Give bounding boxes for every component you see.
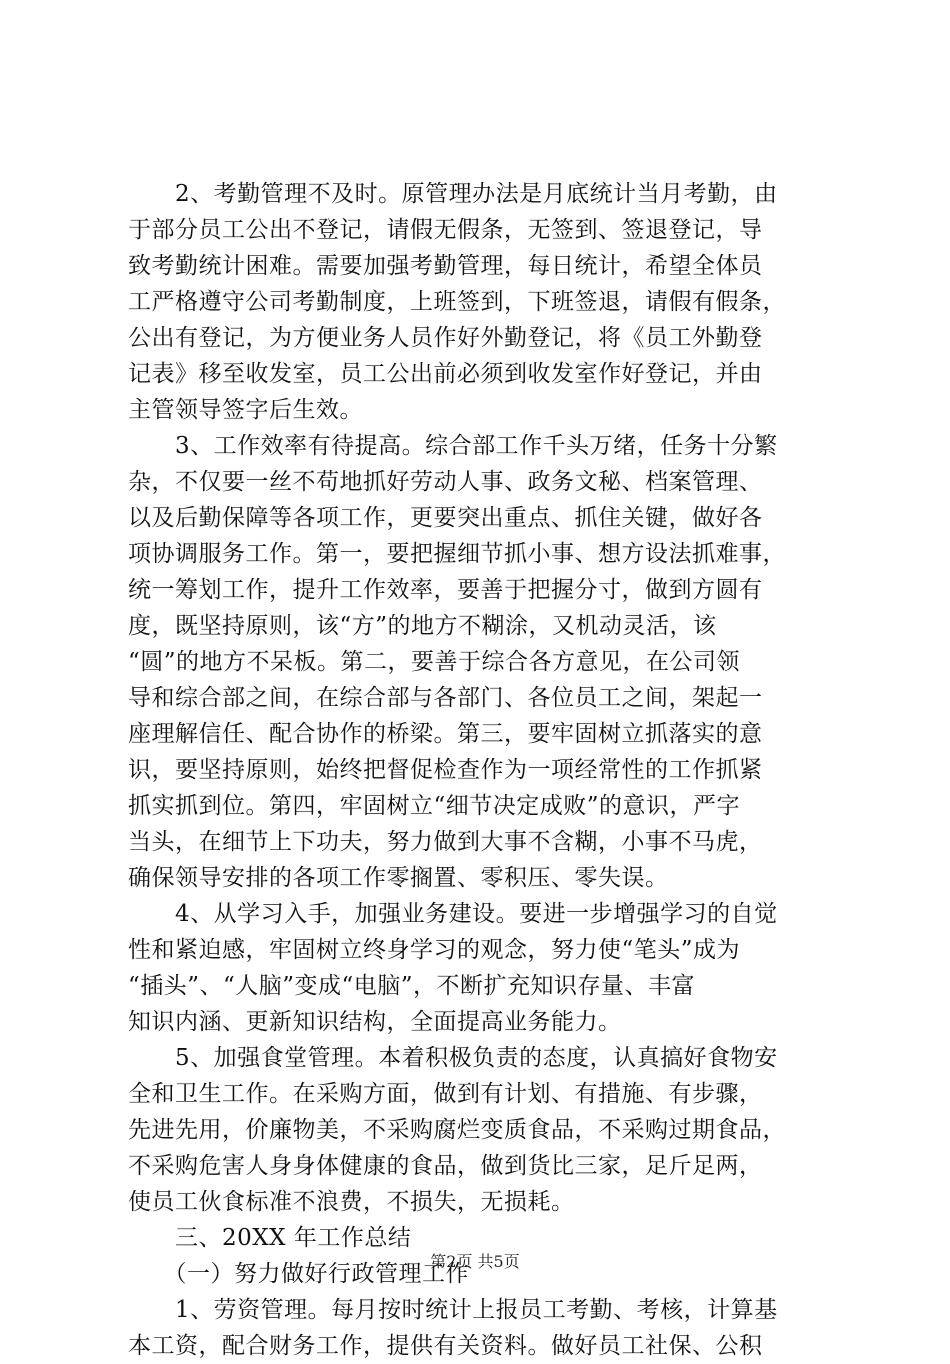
page-footer: 第2页 共5页 bbox=[430, 1252, 520, 1271]
text-line: 全和卫生工作。在采购方面，做到有计划、有措施、有步骤， bbox=[128, 1081, 763, 1107]
text-line: 于部分员工公出不登记，请假无假条，无签到、签退登记，导 bbox=[128, 217, 763, 243]
text-line: 抓实抓到位。第四，牢固树立“细节决定成败”的意识，严字 bbox=[128, 793, 741, 819]
text-line: 以及后勤保障等各项工作，更要突出重点、抓住关键，做好各 bbox=[128, 505, 763, 531]
text-line: 导和综合部之间，在综合部与各部门、各位员工之间，架起一 bbox=[128, 685, 763, 711]
text-line: 座理解信任、配合协作的桥梁。第三，要牢固树立抓落实的意 bbox=[128, 721, 763, 747]
text-line: 识，要坚持原则，始终把督促检查作为一项经常性的工作抓紧 bbox=[128, 757, 763, 783]
text-line: 知识内涵、更新知识结构，全面提高业务能力。 bbox=[128, 1009, 622, 1035]
text-line: 三、20XX 年工作总结 bbox=[128, 1225, 412, 1251]
body-text bbox=[128, 176, 833, 1364]
text-line: 先进先用，价廉物美，不采购腐烂变质食品，不采购过期食品， bbox=[128, 1117, 786, 1143]
text-line: 当头，在细节上下功夫，努力做到大事不含糊，小事不马虎， bbox=[128, 829, 763, 855]
text-line: 1、劳资管理。每月按时统计上报员工考勤、考核，计算基 bbox=[128, 1297, 778, 1323]
text-line: 杂，不仅要一丝不苟地抓好劳动人事、政务文秘、档案管理、 bbox=[128, 469, 763, 495]
text-line: 性和紧迫感，牢固树立终身学习的观念，努力使“笔头”成为 bbox=[128, 937, 741, 963]
text-line: 记表》移至收发室，员工公出前必须到收发室作好登记，并由 bbox=[128, 361, 763, 387]
text-line: 4、从学习入手，加强业务建设。要进一步增强学习的自觉 bbox=[128, 901, 778, 927]
text-line: 主管领导签字后生效。 bbox=[128, 397, 363, 423]
text-line: “圆”的地方不呆板。第二，要善于综合各方意见，在公司领 bbox=[128, 649, 741, 675]
text-line: “插头”、“人脑”变成“电脑”，不断扩充知识存量、丰富 bbox=[128, 973, 696, 999]
text-line: 公出有登记，为方便业务人员作好外勤登记，将《员工外勤登 bbox=[128, 325, 763, 351]
text-line: 2、考勤管理不及时。原管理办法是月底统计当月考勤，由 bbox=[128, 181, 778, 207]
text-line: 确保领导安排的各项工作零搁置、零积压、零失误。 bbox=[128, 865, 669, 891]
text-line: 工严格遵守公司考勤制度，上班签到，下班签退，请假有假条， bbox=[128, 289, 786, 315]
text-line: 度，既坚持原则，该“方”的地方不糊涂，又机动灵活，该 bbox=[128, 613, 717, 639]
text-line: 本工资，配合财务工作，提供有关资料。做好员工社保、公积 bbox=[128, 1333, 763, 1359]
text-line: 3、工作效率有待提高。综合部工作千头万绪，任务十分繁 bbox=[128, 433, 778, 459]
text-line: 不采购危害人身身体健康的食品，做到货比三家，足斤足两， bbox=[128, 1153, 763, 1179]
text-line: （一）努力做好行政管理工作 bbox=[128, 1261, 469, 1287]
text-line: 统一筹划工作，提升工作效率，要善于把握分寸，做到方圆有 bbox=[128, 577, 763, 603]
text-line: 项协调服务工作。第一，要把握细节抓小事、想方设法抓难事， bbox=[128, 541, 786, 567]
text-line: 致考勤统计困难。需要加强考勤管理，每日统计，希望全体员 bbox=[128, 253, 763, 279]
text-line: 使员工伙食标准不浪费，不损失，无损耗。 bbox=[128, 1189, 575, 1215]
text-line: 5、加强食堂管理。本着积极负责的态度，认真搞好食物安 bbox=[128, 1045, 778, 1071]
